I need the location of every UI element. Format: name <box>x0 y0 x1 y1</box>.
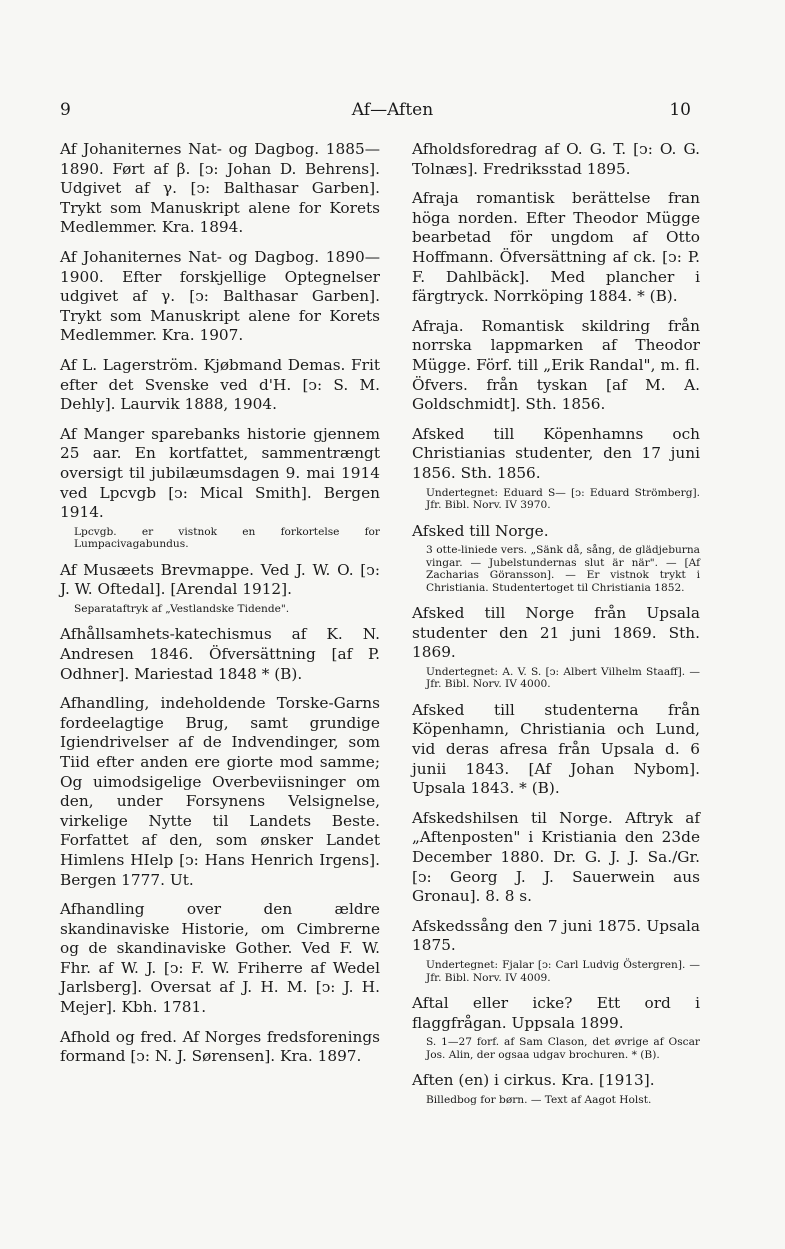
catalog-entry <box>412 317 700 415</box>
entry-title: Af L. Lagerström. Kjøbmand Demas. Frit efter det Svenske ved d'H. [ↄ: S. M. Dehly]. Laurvik 1888, 1904. <box>60 355 380 414</box>
catalog-entry <box>412 917 700 984</box>
catalog-entry <box>412 604 700 691</box>
catalog-entry <box>412 701 700 799</box>
catalog-entry <box>412 994 700 1061</box>
catalog-entry <box>60 425 380 551</box>
entry-title: Afholdsforedrag af O. G. T. [ↄ: O. G. Tolnæs]. Fredriksstad 1895. <box>412 140 700 178</box>
entry-title: Afraja romantisk berättelse fran höga norden. Efter Theodor Mügge bearbetad för ungdom af Otto Hoffmann. Öfversättning af ck. [ↄ: P. F. Dahlbäck]. Med plancher i färgtryck. Norrköping 1884. * (B). <box>412 189 700 306</box>
entry-note: Lpcvgb. er vistnok en forkortelse for Lumpacivagabundus. <box>74 525 380 551</box>
entry-title: Afhållsamhets-katechismus af K. N. Andresen 1846. Öfversättning [af P. Odhner]. Mariestad 1848 * (B). <box>60 625 380 683</box>
entry-title: Afhandling over den ældre skandinaviske Historie, om Cimbrerne og de skandinaviske Gother. Ved F. W. Fhr. af W. J. [ↄ: F. W. Friherre af Wedel Jarlsberg]. Oversat af J. H. M. [ↄ: J. H. Mejer]. Kbh. 1781. <box>60 900 380 1017</box>
entry-note: Undertegnet: Eduard S— [ↄ: Eduard Strömberg]. Jfr. Bibl. Norv. IV 3970. <box>426 486 700 511</box>
entry-note: S. 1—27 forf. af Sam Clason, det øvrige af Oscar Jos. Alin, der ogsaa udgav brochuren. * (B). <box>426 1036 700 1061</box>
catalog-entry <box>412 809 700 907</box>
catalog-entry <box>60 248 380 346</box>
entry-title: Afsked till Norge från Upsala studenter den 21 juni 1869. Sth. 1869. <box>412 604 700 662</box>
right-column <box>412 140 700 1116</box>
entry-title: Aftal eller icke? Ett ord i flaggfrågan. Uppsala 1899. <box>412 994 700 1032</box>
entry-title: Afsked till Norge. <box>412 521 549 540</box>
entry-note: Undertegnet: A. V. S. [ↄ: Albert Vilhelm Staaff]. — Jfr. Bibl. Norv. IV 4000. <box>426 665 700 691</box>
entry-note: Separataftryk af „Vestlandske Tidende". <box>74 602 290 615</box>
catalog-entry <box>60 140 380 238</box>
catalog-entry <box>60 694 380 890</box>
entry-title: Afraja. Romantisk skildring från norrska lappmarken af Theodor Mügge. Förf. till „Erik Randal", m. fl. Öfvers. från tyskan [af M. A. Goldschmidt]. Sth. 1856. <box>412 316 700 414</box>
running-head: Af—Aften <box>351 100 434 120</box>
page-number-right: 10 <box>669 100 691 120</box>
entry-title: Af Manger sparebanks historie gjennem 25 aar. En kortfattet, sammentrængt oversigt til jubilæumsdagen 9. mai 1914 ved Lpcvgb [ↄ: Mical Smith]. Bergen 1914. <box>60 424 380 522</box>
catalog-entry <box>60 900 380 1018</box>
entry-title: Afsked till studenterna från Köpenhamn, Christiania och Lund, vid deras afresa från Upsala d. 6 junii 1843. [Af Johan Nybom]. Upsala 1843. * (B). <box>412 700 700 798</box>
catalog-entry <box>60 356 380 415</box>
left-column <box>60 140 380 1077</box>
catalog-entry <box>60 561 380 616</box>
entry-note: Undertegnet: Fjalar [ↄ: Carl Ludvig Östergren]. — Jfr. Bibl. Norv. IV 4009. <box>426 959 700 984</box>
entry-title: Afskedssång den 7 juni 1875. Upsala 1875. <box>412 916 700 955</box>
page-number-left: 9 <box>60 100 71 120</box>
catalog-entry <box>412 1071 700 1106</box>
entry-title: Af Johaniternes Nat- og Dagbog. 1890—1900. Efter forskjellige Optegnelser udgivet af γ. [ↄ: Balthasar Garben]. Trykt som Manuskript alene for Korets Medlemmer. Kra. 1907. <box>60 247 380 345</box>
entry-title: Afsked till Köpenhamns och Christianias studenter, den 17 juni 1856. Sth. 1856. <box>412 424 700 482</box>
catalog-entry <box>60 1028 380 1067</box>
entry-title: Afskedshilsen til Norge. Aftryk af „Aftenposten" i Kristiania den 23de December 1880. Dr. G. J. J. Sa./Gr. [ↄ: Georg J. J. Sauerwein aus Gronau]. 8. 8 s. <box>412 808 700 906</box>
entry-title: Afhold og fred. Af Norges fredsforenings formand [ↄ: N. J. Sørensen]. Kra. 1897. <box>60 1027 380 1066</box>
entry-title: Afhandling, indeholdende Torske-Garns fordeelagtige Brug, samt grundige Igiendrivelser af de Indvendinger, som Tiid efter anden ere giorte mod samme; Og uimodsigelige Overbeviisninger om den, under Forsynens Velsignelse, virkelige Nytte til Landets Beste. Forfattet af den, som ønsker Landet Himlens HIelp [ↄ: Hans Henrich Irgens]. Bergen 1777. Ut. <box>60 694 380 889</box>
entry-title: Aften (en) i cirkus. Kra. [1913]. <box>412 1071 655 1090</box>
catalog-entry <box>412 140 700 179</box>
catalog-entry <box>412 425 700 512</box>
catalog-entry <box>412 189 700 307</box>
entry-title: Af Musæets Brevmappe. Ved J. W. O. [ↄ: J. W. Oftedal]. [Arendal 1912]. <box>60 560 380 599</box>
entry-title: Af Johaniternes Nat- og Dagbog. 1885—1890. Ført af β. [ↄ: Johan D. Behrens]. Udgivet af γ. [ↄ: Balthasar Garben]. Trykt som Manuskript alene for Korets Medlemmer. Kra. 1894. <box>60 140 380 237</box>
entry-note: Billedbog for børn. — Text af Aagot Holst. <box>426 1093 652 1106</box>
catalog-entry <box>412 522 700 595</box>
entry-note: 3 otte-liniede vers. „Sänk då, sång, de glädjeburna vingar. — Jubelstundernas slut är när". — [Af Zacharias Göransson]. — Er vistnok trykt i Christiania. Studentertoget til Christiania 1852. <box>426 544 700 594</box>
catalog-entry <box>60 625 380 684</box>
